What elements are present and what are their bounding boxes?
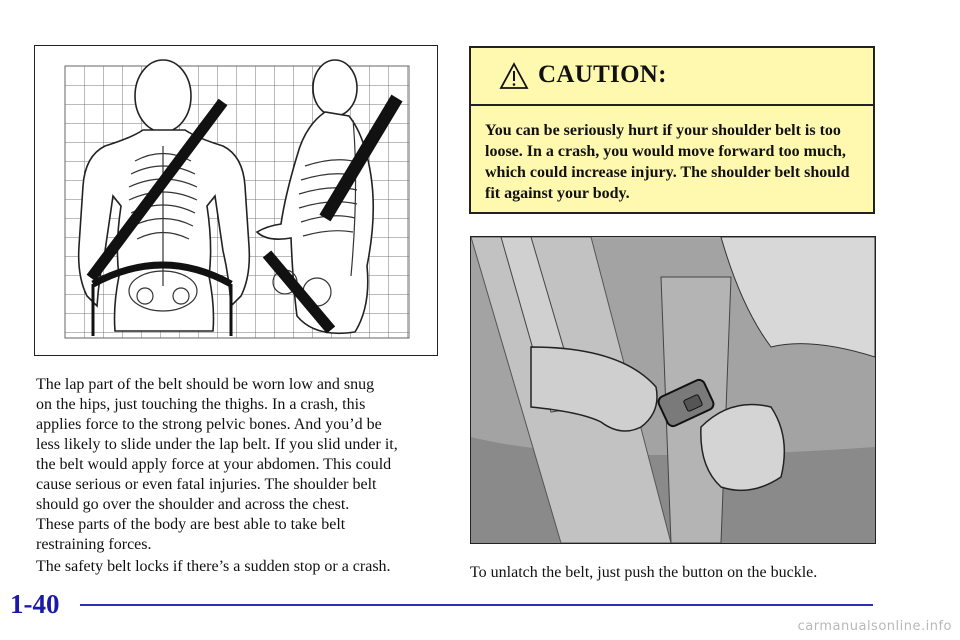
text-line: These parts of the body are best able to take belt xyxy=(36,516,346,533)
text-line: should go over the shoulder and across the chest. xyxy=(36,496,350,513)
hands-unlatching-buckle-illustration xyxy=(471,237,875,543)
buckle-figure xyxy=(470,236,876,544)
text-line: applies force to the strong pelvic bones. And you’d be xyxy=(36,416,382,433)
unlatch-paragraph: To unlatch the belt, just push the button on the buckle. xyxy=(470,564,818,581)
text-line: The lap part of the belt should be worn low and snug xyxy=(36,376,375,393)
caution-box xyxy=(469,46,875,214)
caution-text: You can be seriously hurt if your shoulder belt is too loose. In a crash, you would move forward too much, which could increase injury. The shoulder belt should fit against your body. xyxy=(485,122,850,202)
warning-triangle-icon xyxy=(499,62,529,90)
text-line: cause serious or even fatal injuries. The shoulder belt xyxy=(36,476,377,493)
hand-right xyxy=(701,405,785,491)
caution-title: CAUTION: xyxy=(538,61,667,88)
skeleton-seatbelt-figure xyxy=(34,45,438,356)
text-line: the belt would apply force at your abdomen. This could xyxy=(36,456,392,473)
watermark-text: carmanualsonline.info xyxy=(797,619,952,634)
text-line: restraining forces. xyxy=(36,536,152,553)
belt-lock-paragraph: The safety belt locks if there’s a sudden stop or a crash. xyxy=(36,558,391,575)
caution-header xyxy=(471,48,873,106)
text-line: less likely to slide under the lap belt. If you slid under it, xyxy=(36,436,398,453)
skeleton-seatbelt-illustration xyxy=(35,46,437,355)
footer-rule xyxy=(80,604,873,606)
lap-belt-paragraph xyxy=(36,375,446,555)
text-line: on the hips, just touching the thighs. In a crash, this xyxy=(36,396,366,413)
page-number: 1-40 xyxy=(10,589,60,619)
